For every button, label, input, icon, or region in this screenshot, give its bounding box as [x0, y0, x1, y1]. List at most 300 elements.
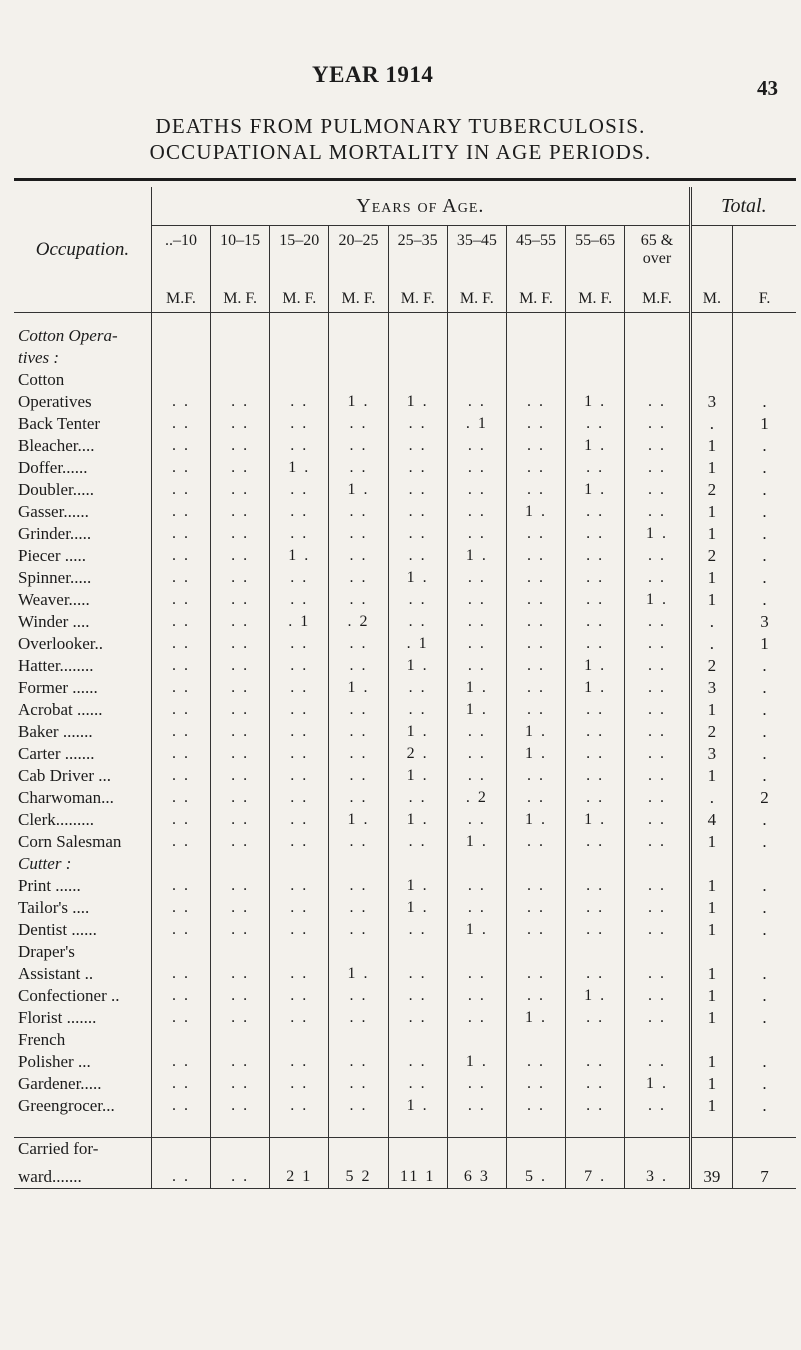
age-group-header: 25–35: [388, 226, 447, 279]
age-cell: . .: [329, 875, 388, 897]
age-cell: . .: [211, 809, 270, 831]
sex-subheader: M. F.: [211, 278, 270, 313]
age-cell: . .: [447, 1073, 506, 1095]
age-cell: 1 .: [388, 897, 447, 919]
age-cell: . .: [329, 413, 388, 435]
age-cell: [566, 325, 625, 347]
age-cell: . .: [566, 589, 625, 611]
age-cell: 1 .: [566, 391, 625, 413]
age-cell: 1 .: [566, 809, 625, 831]
occupation-label: Weaver.....: [18, 590, 90, 609]
age-cell: . .: [447, 391, 506, 413]
total-f-cell: .: [733, 919, 796, 941]
age-cell: . .: [388, 545, 447, 567]
carried-cell: 6 3: [447, 1162, 506, 1189]
age-cell: 1 .: [447, 1051, 506, 1073]
age-cell: 1 .: [566, 985, 625, 1007]
table-row: [14, 985, 796, 1007]
age-cell: . .: [447, 633, 506, 655]
age-cell: . .: [447, 897, 506, 919]
total-m-cell: 1: [690, 1051, 732, 1073]
age-cell: . .: [329, 787, 388, 809]
age-cell: . .: [566, 963, 625, 985]
age-cell: 1 .: [566, 435, 625, 457]
age-cell: . .: [447, 567, 506, 589]
age-cell: . .: [151, 985, 210, 1007]
age-group-header: 45–55: [506, 226, 565, 279]
age-cell: . .: [270, 589, 329, 611]
age-cell: . .: [625, 1051, 691, 1073]
total-m-cell: 2: [690, 655, 732, 677]
age-cell: . .: [211, 919, 270, 941]
age-cell: 1 .: [270, 545, 329, 567]
occupation-label: Grinder.....: [18, 524, 92, 543]
total-m-cell: 3: [690, 677, 732, 699]
table-row: [14, 787, 796, 809]
age-cell: . .: [625, 677, 691, 699]
age-cell: . .: [625, 1007, 691, 1029]
total-f-cell: .: [733, 699, 796, 721]
table-row: [14, 1029, 796, 1051]
age-cell: 1 .: [566, 677, 625, 699]
age-cell: . .: [270, 787, 329, 809]
age-cell: [270, 325, 329, 347]
age-cell: 1 .: [329, 677, 388, 699]
age-cell: . .: [566, 1007, 625, 1029]
age-cell: [211, 325, 270, 347]
total-f-cell: .: [733, 809, 796, 831]
total-m-cell: [690, 325, 732, 347]
age-cell: [566, 853, 625, 875]
total-f-cell: .: [733, 457, 796, 479]
age-cell: . .: [151, 1073, 210, 1095]
total-f-cell: .: [733, 963, 796, 985]
age-cell: . .: [625, 809, 691, 831]
age-cell: . .: [388, 501, 447, 523]
occupation-label: Draper's: [18, 942, 75, 961]
carried-forward-label-2: ward.......: [14, 1162, 151, 1189]
total-f-cell: 1: [733, 413, 796, 435]
age-cell: . .: [447, 875, 506, 897]
age-cell: . .: [151, 765, 210, 787]
total-m-cell: [690, 1029, 732, 1051]
total-f-cell: .: [733, 567, 796, 589]
age-cell: . .: [211, 391, 270, 413]
age-cell: . .: [625, 985, 691, 1007]
table-row: [14, 523, 796, 545]
age-cell: [506, 325, 565, 347]
age-cell: . .: [447, 479, 506, 501]
table-row: [14, 831, 796, 853]
age-cell: [388, 369, 447, 391]
age-cell: . .: [447, 1007, 506, 1029]
age-cell: . .: [211, 1007, 270, 1029]
age-cell: . .: [506, 831, 565, 853]
age-cell: [329, 347, 388, 369]
age-cell: 1 .: [329, 963, 388, 985]
age-cell: . .: [270, 963, 329, 985]
age-cell: 1 .: [447, 919, 506, 941]
age-cell: . .: [211, 875, 270, 897]
age-cell: . .: [506, 787, 565, 809]
age-cell: . .: [625, 765, 691, 787]
age-cell: . .: [211, 963, 270, 985]
age-cell: [447, 347, 506, 369]
total-f-cell: .: [733, 435, 796, 457]
age-cell: . .: [329, 721, 388, 743]
age-cell: . .: [506, 611, 565, 633]
age-cell: 1 .: [388, 875, 447, 897]
age-cell: . .: [151, 1051, 210, 1073]
occupation-label: Back Tenter: [18, 414, 101, 433]
age-cell: . .: [270, 919, 329, 941]
age-cell: . .: [151, 523, 210, 545]
age-cell: [388, 1029, 447, 1051]
occupation-label: Overlooker..: [18, 634, 103, 653]
age-cell: . .: [625, 501, 691, 523]
total-f-cell: .: [733, 391, 796, 413]
age-cell: 1 .: [566, 479, 625, 501]
occupation-label: Charwoman...: [18, 788, 114, 807]
running-head-year: YEAR 1914: [312, 62, 434, 87]
age-cell: 1 .: [388, 391, 447, 413]
occupation-label: Acrobat ......: [18, 700, 103, 719]
total-f-cell: .: [733, 655, 796, 677]
total-m-cell: .: [690, 633, 732, 655]
occupation-label: Cotton: [18, 370, 65, 389]
occupation-label: Cotton Opera-: [18, 326, 118, 345]
age-cell: . .: [506, 413, 565, 435]
age-cell: 1 .: [447, 677, 506, 699]
age-cell: . .: [211, 457, 270, 479]
table-row: [14, 391, 796, 413]
sex-subheader: M. F.: [506, 278, 565, 313]
age-cell: . .: [270, 523, 329, 545]
age-cell: . .: [388, 831, 447, 853]
age-cell: . 1: [447, 413, 506, 435]
table-row: [14, 1051, 796, 1073]
age-cell: . .: [151, 435, 210, 457]
age-cell: [151, 369, 210, 391]
age-cell: . .: [151, 831, 210, 853]
age-cell: . .: [625, 919, 691, 941]
table-row: [14, 589, 796, 611]
age-cell: . .: [211, 633, 270, 655]
age-cell: . .: [211, 1073, 270, 1095]
age-cell: . .: [211, 655, 270, 677]
total-f-cell: [733, 325, 796, 347]
occupation-label: Print ......: [18, 876, 81, 895]
age-cell: . .: [566, 633, 625, 655]
occupation-column-header: Occupation.: [35, 238, 130, 260]
age-cell: . .: [329, 1007, 388, 1029]
age-cell: . .: [506, 479, 565, 501]
age-cell: 1 .: [447, 699, 506, 721]
total-m-cell: 1: [690, 1073, 732, 1095]
occupation-label: French: [18, 1030, 66, 1049]
age-cell: . .: [270, 677, 329, 699]
total-f-cell: .: [733, 479, 796, 501]
total-f-cell: .: [733, 545, 796, 567]
age-cell: . .: [506, 897, 565, 919]
total-m-header: M.: [690, 226, 732, 313]
age-cell: . 1: [270, 611, 329, 633]
age-cell: . .: [151, 501, 210, 523]
age-cell: . .: [270, 765, 329, 787]
age-cell: . .: [566, 897, 625, 919]
occupation-label: Baker .......: [18, 722, 93, 741]
carried-cell: 2 1: [270, 1162, 329, 1189]
table-row: [14, 1073, 796, 1095]
age-cell: . .: [329, 765, 388, 787]
total-f-cell: .: [733, 501, 796, 523]
age-cell: [447, 1029, 506, 1051]
total-f-cell: .: [733, 1073, 796, 1095]
age-cell: 1 .: [329, 809, 388, 831]
occupation-label: Tailor's ....: [18, 898, 90, 917]
age-cell: [151, 941, 210, 963]
occupation-label: Former ......: [18, 678, 98, 697]
occupation-label: Spinner.....: [18, 568, 92, 587]
age-cell: . .: [270, 699, 329, 721]
total-m-cell: [690, 369, 732, 391]
age-cell: . .: [151, 1095, 210, 1117]
age-cell: . .: [329, 523, 388, 545]
occupation-label: Greengrocer...: [18, 1096, 115, 1115]
occupation-label: Gasser......: [18, 502, 89, 521]
table-row: [14, 567, 796, 589]
age-cell: . .: [506, 765, 565, 787]
age-cell: . .: [447, 985, 506, 1007]
age-cell: [625, 1029, 691, 1051]
age-cell: . .: [388, 457, 447, 479]
table-row: [14, 435, 796, 457]
age-cell: 1 .: [625, 1073, 691, 1095]
age-cell: [151, 853, 210, 875]
table-row: [14, 699, 796, 721]
age-cell: . .: [506, 567, 565, 589]
age-cell: . .: [329, 1073, 388, 1095]
occupation-label: Corn Salesman: [18, 832, 122, 851]
table-title-line-1: DEATHS FROM PULMONARY TUBERCULOSIS.: [155, 114, 646, 138]
table-row: [14, 479, 796, 501]
table-row: [14, 963, 796, 985]
age-cell: . .: [270, 435, 329, 457]
age-cell: . .: [506, 655, 565, 677]
age-cell: . .: [211, 765, 270, 787]
age-cell: . .: [151, 875, 210, 897]
age-cell: [388, 325, 447, 347]
age-cell: . .: [211, 567, 270, 589]
age-cell: [506, 347, 565, 369]
age-cell: . .: [329, 567, 388, 589]
age-cell: . .: [388, 985, 447, 1007]
age-cell: . .: [506, 985, 565, 1007]
total-m-cell: 4: [690, 809, 732, 831]
table-row: [14, 941, 796, 963]
age-cell: . .: [329, 655, 388, 677]
age-cell: . .: [388, 963, 447, 985]
age-cell: . .: [506, 523, 565, 545]
age-cell: . .: [506, 699, 565, 721]
age-cell: [211, 941, 270, 963]
age-cell: . .: [329, 743, 388, 765]
age-cell: . .: [447, 655, 506, 677]
age-cell: 1 .: [506, 743, 565, 765]
age-cell: . .: [211, 743, 270, 765]
age-cell: . .: [329, 831, 388, 853]
age-cell: . .: [151, 589, 210, 611]
age-cell: . .: [151, 391, 210, 413]
total-f-cell: .: [733, 721, 796, 743]
age-cell: . .: [211, 677, 270, 699]
age-cell: . .: [506, 457, 565, 479]
table-row: [14, 369, 796, 391]
age-cell: [388, 941, 447, 963]
age-cell: 1 .: [566, 655, 625, 677]
age-cell: . 2: [447, 787, 506, 809]
total-m-cell: 1: [690, 457, 732, 479]
table-row: [14, 875, 796, 897]
age-group-header: 15–20: [270, 226, 329, 279]
age-group-header: 10–15: [211, 226, 270, 279]
age-cell: . .: [211, 589, 270, 611]
age-cell: . .: [625, 875, 691, 897]
carried-cell: 11 1: [388, 1162, 447, 1189]
age-cell: . .: [566, 567, 625, 589]
age-cell: . .: [566, 787, 625, 809]
age-cell: . .: [329, 435, 388, 457]
age-cell: [329, 325, 388, 347]
table-row: [14, 545, 796, 567]
total-f-cell: 3: [733, 611, 796, 633]
total-m-cell: 2: [690, 721, 732, 743]
age-cell: [625, 347, 691, 369]
age-cell: . .: [211, 523, 270, 545]
age-cell: . .: [270, 391, 329, 413]
age-cell: [151, 1029, 210, 1051]
age-cell: [566, 347, 625, 369]
age-cell: . .: [151, 787, 210, 809]
age-cell: . .: [506, 1051, 565, 1073]
age-cell: 2 .: [388, 743, 447, 765]
age-cell: . .: [329, 457, 388, 479]
occupation-label: Polisher ...: [18, 1052, 91, 1071]
total-m-cell: [690, 941, 732, 963]
sex-subheader: M. F.: [447, 278, 506, 313]
age-cell: . .: [211, 611, 270, 633]
age-cell: 1 .: [506, 1007, 565, 1029]
age-cell: . .: [270, 1073, 329, 1095]
age-cell: [270, 369, 329, 391]
total-m-cell: 2: [690, 545, 732, 567]
age-cell: [329, 369, 388, 391]
age-cell: [447, 941, 506, 963]
age-cell: . .: [388, 479, 447, 501]
age-cell: . .: [566, 765, 625, 787]
age-cell: . .: [506, 963, 565, 985]
age-cell: . .: [447, 523, 506, 545]
age-cell: . .: [388, 787, 447, 809]
total-header: Total.: [690, 187, 796, 226]
total-m-cell: 1: [690, 435, 732, 457]
age-cell: . .: [151, 479, 210, 501]
table-row: [14, 897, 796, 919]
age-cell: . .: [270, 875, 329, 897]
page-header: [0, 62, 801, 102]
occupation-label: Florist .......: [18, 1008, 97, 1027]
occupation-label: Operatives: [18, 392, 92, 411]
age-cell: . .: [506, 589, 565, 611]
age-cell: [270, 941, 329, 963]
total-f-cell: .: [733, 743, 796, 765]
total-f-cell: .: [733, 523, 796, 545]
age-cell: . .: [506, 875, 565, 897]
total-m-cell: 1: [690, 765, 732, 787]
total-m-cell: 1: [690, 567, 732, 589]
occupation-label: Hatter........: [18, 656, 94, 675]
age-cell: . .: [566, 919, 625, 941]
age-cell: . .: [329, 1095, 388, 1117]
age-cell: 1 .: [388, 655, 447, 677]
age-cell: . .: [151, 413, 210, 435]
age-cell: . .: [329, 501, 388, 523]
age-cell: . .: [329, 699, 388, 721]
age-cell: . .: [270, 831, 329, 853]
age-cell: . .: [211, 413, 270, 435]
age-cell: . .: [566, 721, 625, 743]
age-cell: 1 .: [447, 831, 506, 853]
occupation-label: Winder ....: [18, 612, 90, 631]
age-cell: [566, 1029, 625, 1051]
age-cell: . .: [211, 501, 270, 523]
age-cell: [447, 369, 506, 391]
occupation-label: Assistant ..: [18, 964, 94, 983]
table-row: [14, 721, 796, 743]
occupation-label: Dentist ......: [18, 920, 97, 939]
age-group-header: 55–65: [566, 226, 625, 279]
age-cell: . .: [447, 457, 506, 479]
total-m-cell: 1: [690, 1095, 732, 1117]
total-f-cell: .: [733, 1051, 796, 1073]
age-cell: 1 .: [625, 589, 691, 611]
occupation-label: tives :: [18, 348, 60, 367]
total-m-cell: 1: [690, 1007, 732, 1029]
age-cell: [506, 853, 565, 875]
age-cell: . .: [506, 677, 565, 699]
carried-cell: 3 .: [625, 1162, 691, 1189]
total-m-cell: .: [690, 787, 732, 809]
age-cell: [270, 1029, 329, 1051]
age-cell: . .: [388, 523, 447, 545]
occupation-label: Cab Driver ...: [18, 766, 112, 785]
age-cell: [388, 347, 447, 369]
age-group-header: 20–25: [329, 226, 388, 279]
age-cell: . .: [270, 633, 329, 655]
age-cell: 1 .: [388, 721, 447, 743]
mortality-table: [14, 178, 796, 1189]
age-cell: . .: [447, 743, 506, 765]
age-cell: . .: [625, 413, 691, 435]
total-m-cell: 1: [690, 523, 732, 545]
age-cell: . .: [566, 1095, 625, 1117]
age-cell: . .: [447, 765, 506, 787]
total-m-cell: 1: [690, 501, 732, 523]
age-cell: 1 .: [506, 721, 565, 743]
age-cell: . .: [388, 699, 447, 721]
table-row: [14, 919, 796, 941]
age-cell: . .: [447, 809, 506, 831]
